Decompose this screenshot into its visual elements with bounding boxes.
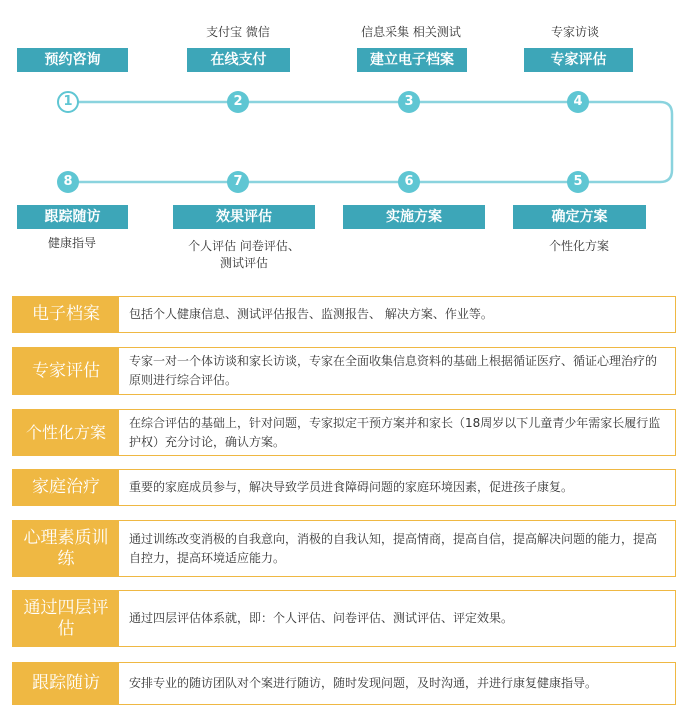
step-1-label: 预约咨询 [17,48,128,72]
step-4-number: 4 [567,91,589,113]
service-description: 通过四层评估体系就，即：个人评估、问卷评估、测试评估、评定效果。 [129,611,514,625]
step-4-note: 专家访谈 [550,25,599,39]
service-title: 心理素质训练 [13,521,119,576]
service-title: 家庭治疗 [13,470,119,505]
step-2-number: 2 [227,91,249,113]
step-6-number: 6 [398,171,420,193]
service-row-follow-up [12,662,676,705]
step-5-note: 个性化方案 [548,239,609,253]
service-row-electronic-file [12,296,676,333]
step-5-label: 确定方案 [513,205,646,229]
step-1-number: 1 [57,91,79,113]
service-description: 重要的家庭成员参与，解决导致学员进食障碍问题的家庭环境因素，促进孩子康复。 [129,480,574,494]
service-description: 专家一对一个体访谈和家长访谈，专家在全面收集信息资料的基础上根据循证医疗、循证心理治疗的原则进行综合评估。 [129,354,658,387]
step-2-label: 在线支付 [187,48,290,72]
step-7-label: 效果评估 [173,205,315,229]
step-3-note: 信息采集 相关测试 [361,25,461,39]
service-row-expert-assessment [12,347,676,395]
service-title: 电子档案 [13,297,119,332]
service-title: 专家评估 [13,348,119,394]
step-2-note: 支付宝 微信 [206,25,270,39]
step-8-note: 健康指导 [47,236,96,250]
step-5-number: 5 [567,171,589,193]
service-row-personalized-plan [12,409,676,456]
step-8-number: 8 [57,171,79,193]
step-7-number: 7 [227,171,249,193]
service-description: 安排专业的随访团队对个案进行随访，随时发现问题，及时沟通，并进行康复健康指导。 [129,676,598,690]
step-8-label: 跟踪随访 [17,205,128,229]
service-row-family-therapy [12,469,676,506]
service-description: 在综合评估的基础上，针对问题，专家拟定干预方案并和家长（18周岁以下儿童青少年需家长履行监护权）充分讨论，确认方案。 [129,415,661,449]
step-3-label: 建立电子档案 [357,48,467,72]
service-row-four-layer-assessment [12,590,676,647]
service-flow-diagram [0,0,692,288]
step-6-label: 实施方案 [343,205,485,229]
service-description: 包括个人健康信息、测试评估报告、监测报告、 解决方案、作业等。 [129,307,493,321]
step-3-number: 3 [398,91,420,113]
service-title: 个性化方案 [13,410,119,455]
step-7-note: 个人评估 问卷评估、 测试评估 [188,239,300,270]
service-description: 通过训练改变消极的自我意向，消极的自我认知，提高情商，提高自信，提高解决问题的能力，提高自控力，提高环境适应能力。 [129,531,658,565]
service-title: 通过四层评估 [13,591,119,646]
step-4-label: 专家评估 [524,48,633,72]
service-title: 跟踪随访 [13,663,119,704]
service-row-psychological-training [12,520,676,577]
